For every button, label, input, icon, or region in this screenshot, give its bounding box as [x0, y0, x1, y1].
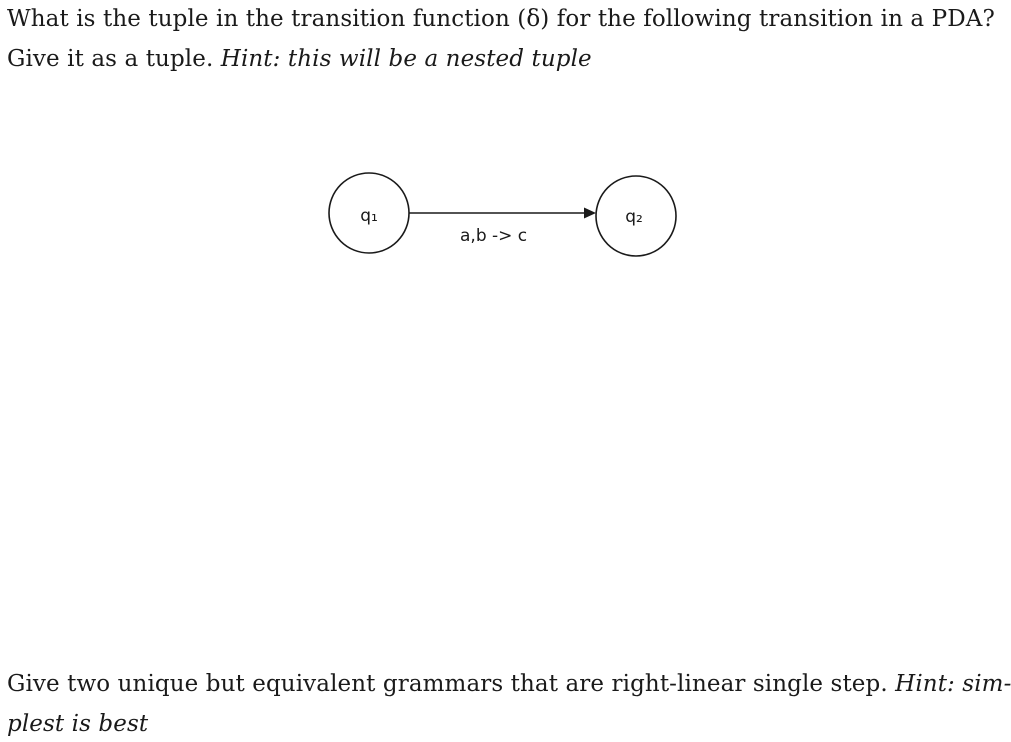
question-2-hint-start: Hint: sim- [895, 671, 1011, 697]
question-1-line-1: What is the tuple in the transition function (δ) for the following transition in a PDA? [7, 6, 995, 32]
state-q1-label: q₁ [360, 206, 378, 226]
transition-arrowhead [584, 208, 596, 219]
state-q2-label: q₂ [625, 207, 643, 227]
question-2-hint-end: plest is best [7, 711, 149, 737]
question-1-instruction: Give it as a tuple. [7, 46, 221, 72]
question-2-line-1 [7, 669, 1011, 699]
question-2-instruction: Give two unique but equivalent grammars that are right-linear single step. [7, 671, 896, 697]
transition-label: a,b -> c [460, 226, 528, 246]
question-1-hint: Hint: this will be a nested tuple [220, 46, 592, 72]
question-1-line-2 [7, 44, 592, 74]
question-1-text [7, 4, 995, 34]
